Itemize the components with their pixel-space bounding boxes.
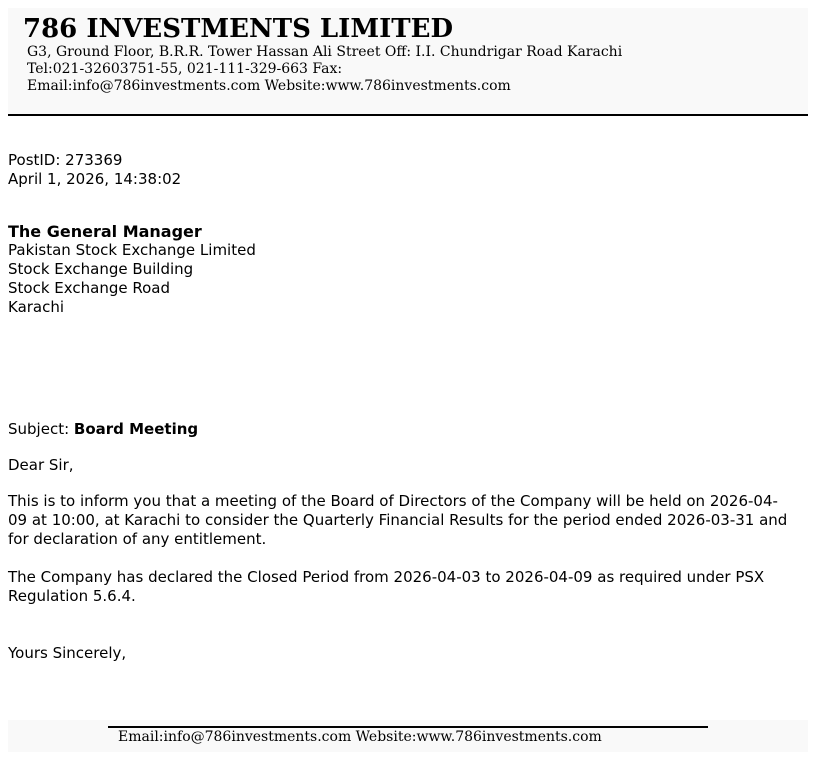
subject-value: Board Meeting (73, 420, 199, 438)
company-contact: Email:info@786investments.com Website:www.786investments.com (27, 78, 511, 94)
paragraph-meeting: This is to inform you that a meeting of the Board of Directors of the Company will be held on 2026-04-09 at 10:00, at Karachi to consider the Quarterly Financial Results for the period ended 2026-03-31 and for declaration of any entitlement. (8, 492, 788, 548)
greeting: Dear Sir, (8, 456, 74, 474)
post-timestamp: April 1, 2026, 14:38:02 (8, 170, 182, 188)
subject-line (8, 420, 198, 439)
footer-divider (108, 726, 708, 728)
post-id: PostID: 273369 (8, 151, 123, 169)
subject-label: Subject: (8, 420, 74, 438)
footer (8, 720, 808, 752)
company-address: G3, Ground Floor, B.R.R. Tower Hassan Ali Street Off: I.I. Chundrigar Road Karachi (27, 44, 623, 60)
company-name: 786 INVESTMENTS LIMITED (23, 14, 454, 44)
recipient-block (8, 222, 256, 317)
signoff: Yours Sincerely, (8, 644, 127, 662)
recipient-line: Stock Exchange Building (8, 260, 194, 278)
footer-contact: Email:info@786investments.com Website:www.786investments.com (118, 729, 602, 745)
letterhead (8, 8, 808, 116)
recipient-title: The General Manager (8, 222, 202, 241)
recipient-line: Stock Exchange Road (8, 279, 170, 297)
company-phone: Tel:021-32603751-55, 021-111-329-663 Fax: (27, 61, 343, 77)
recipient-line: Karachi (8, 298, 65, 316)
recipient-line: Pakistan Stock Exchange Limited (8, 241, 256, 259)
paragraph-closed-period: The Company has declared the Closed Period from 2026-04-03 to 2026-04-09 as required under PSX Regulation 5.6.4. (8, 568, 765, 605)
